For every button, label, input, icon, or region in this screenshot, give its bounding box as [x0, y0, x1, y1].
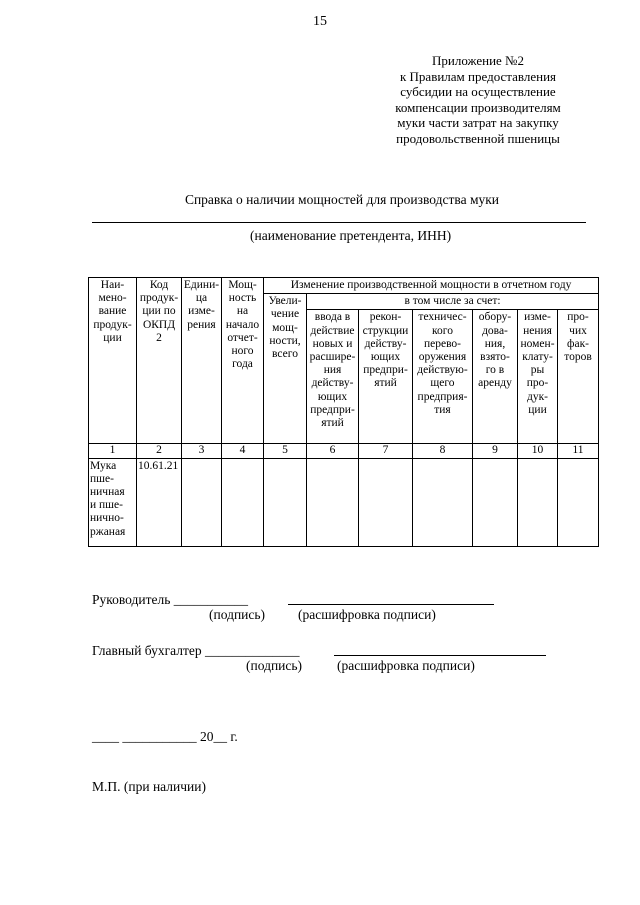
appendix-block	[360, 53, 596, 146]
appendix-line: компенсации производителям	[395, 99, 561, 115]
table-row	[89, 458, 599, 546]
column-number: 2	[137, 444, 182, 458]
appendix-line: субсидии на осуществление	[400, 84, 556, 99]
applicant-name-line[interactable]	[92, 222, 586, 223]
cell-capacity[interactable]	[222, 458, 264, 546]
cell-reequipment[interactable]	[413, 458, 473, 546]
cell-reconstruction[interactable]	[359, 458, 413, 546]
appendix-line: продовольственной пшеницы	[396, 130, 560, 146]
head-signature-label: Руководитель ___________	[92, 592, 249, 607]
stamp-label: М.П. (при наличии)	[92, 779, 206, 794]
header-other-factors: про- чих фак- торов	[558, 310, 599, 444]
header-product-name: Наи- мено- вание продук- ции	[89, 278, 137, 444]
header-leased-equipment: обору- дова- ния, взято- го в аренду	[473, 310, 518, 444]
document-title: Справка о наличии мощностей для производства муки	[184, 192, 500, 207]
column-number: 9	[473, 444, 518, 458]
header-new-facilities: ввода в действие новых и расшире- ния действу- ющих предпри- ятий	[307, 310, 359, 444]
accountant-decode-caption: (расшифровка подписи)	[337, 658, 475, 673]
cell-unit[interactable]	[182, 458, 222, 546]
cell-increase[interactable]	[264, 458, 307, 546]
column-number: 5	[264, 444, 307, 458]
date-line[interactable]: ____ ___________ 20__ г.	[92, 729, 238, 744]
accountant-signature-label: Главный бухгалтер ______________	[92, 643, 300, 658]
column-number: 1	[89, 444, 137, 458]
appendix-line: муки части затрат на закупку	[397, 115, 559, 130]
cell-leased-equipment[interactable]	[473, 458, 518, 546]
head-sign-caption: (подпись)	[209, 607, 266, 622]
column-number: 10	[518, 444, 558, 458]
cell-new-facilities[interactable]	[307, 458, 359, 546]
column-number: 7	[359, 444, 413, 458]
header-product-code: Код продук- ции по ОКПД 2	[137, 278, 182, 444]
head-decode-line[interactable]	[288, 604, 494, 605]
appendix-line: к Правилам предоставления	[399, 68, 557, 84]
column-number: 6	[307, 444, 359, 458]
header-change-group: Изменение производственной мощности в отчетном году	[264, 278, 599, 294]
column-number: 3	[182, 444, 222, 458]
page-number: 15	[313, 14, 327, 29]
column-numbers-row	[89, 444, 599, 458]
header-increase-total: Увели- чение мощ- ности, всего	[264, 294, 307, 444]
column-number: 11	[558, 444, 599, 458]
cell-product: Мука пше- ничная и пше- нично- ржаная	[89, 458, 137, 546]
column-number: 4	[222, 444, 264, 458]
cell-other-factors[interactable]	[558, 458, 599, 546]
header-reconstruction: рекон- струкции действу- ющих предпри- ятий	[359, 310, 413, 444]
header-reequipment: техничес- кого перево- оружения действую- щего предприя- тия	[413, 310, 473, 444]
column-number: 8	[413, 444, 473, 458]
accountant-sign-caption: (подпись)	[246, 658, 303, 673]
accountant-decode-line[interactable]	[334, 655, 546, 656]
appendix-line: Приложение №2	[432, 53, 524, 68]
capacity-table	[88, 277, 599, 547]
cell-nomenclature-change[interactable]	[518, 458, 558, 546]
header-capacity: Мощ- ность на начало отчет- ного года	[222, 278, 264, 444]
header-nomenclature-change: изме- нения номен- клату- ры про- дук- ции	[518, 310, 558, 444]
applicant-name-caption: (наименование претендента, ИНН)	[250, 228, 452, 243]
cell-code: 10.61.21	[137, 458, 182, 546]
header-including: в том числе за счет:	[307, 294, 599, 310]
header-unit: Едини- ца изме- рения	[182, 278, 222, 444]
head-decode-caption: (расшифровка подписи)	[298, 607, 436, 622]
